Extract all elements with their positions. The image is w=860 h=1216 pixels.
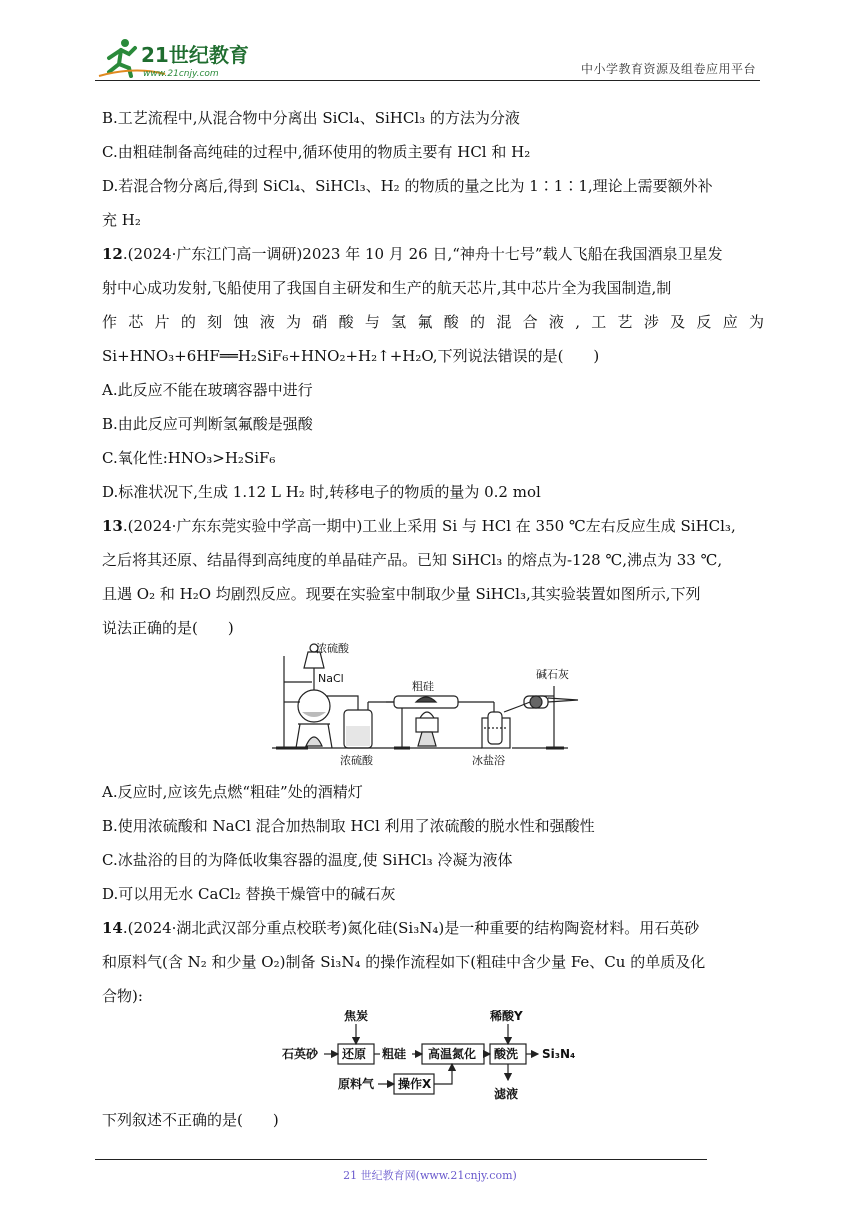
q12-stem-line2: 射中心成功发射,飞船使用了我国自主研发和生产的航天芯片,其中芯片全为我国制造,制 bbox=[102, 279, 672, 297]
q13-option-a: A.反应时,应该先点燃“粗硅”处的酒精灯 bbox=[102, 783, 363, 801]
footer-text: 21 世纪教育网(www.21cnjy.com) bbox=[343, 1169, 517, 1182]
label-soda-lime: 碱石灰 bbox=[536, 668, 569, 681]
q14-number: 14 bbox=[102, 919, 123, 937]
flow-quartz-sand: 石英砂 bbox=[282, 1047, 319, 1061]
q13-option-c: C.冰盐浴的目的为降低收集容器的温度,使 SiHCl₃ 冷凝为液体 bbox=[102, 851, 513, 869]
svg-text:21世纪教育: 21世纪教育 bbox=[141, 43, 249, 67]
q12-option-b: B.由此反应可判断氢氟酸是强酸 bbox=[102, 415, 313, 433]
q12-stem-line1 bbox=[102, 244, 723, 264]
site-logo bbox=[95, 36, 265, 80]
q12-option-a: A.此反应不能在玻璃容器中进行 bbox=[102, 381, 313, 399]
q14-question-tail: 下列叙述不正确的是( ) bbox=[102, 1111, 279, 1129]
q13-option-b: B.使用浓硫酸和 NaCl 混合加热制取 HCl 利用了浓硫酸的脱水性和强酸性 bbox=[102, 817, 595, 835]
label-ice-salt-bath: 冰盐浴 bbox=[472, 754, 505, 767]
q13-stem-text1: .(2024·广东东莞实验中学高一期中)工业上采用 Si 与 HCl 在 350 ℃左右反应生成 SiHCl₃, bbox=[122, 517, 736, 535]
q13-option-d: D.可以用无水 CaCl₂ 替换干燥管中的碱石灰 bbox=[102, 885, 396, 903]
q11-option-d-line2: 充 H₂ bbox=[102, 211, 141, 229]
flow-product: Si₃N₄ bbox=[542, 1047, 576, 1061]
q11-option-d-line1: D.若混合物分离后,得到 SiCl₄、SiHCl₃、H₂ 的物质的量之比为 1∶1∶1,理论上需要额外补 bbox=[102, 177, 713, 195]
flow-reduce-box: 还原 bbox=[342, 1047, 367, 1061]
flow-filtrate: 滤液 bbox=[494, 1087, 519, 1101]
label-crude-si: 粗硅 bbox=[412, 680, 434, 693]
q12-number: 12 bbox=[102, 245, 123, 263]
q12-option-c: C.氧化性:HNO₃>H₂SiF₆ bbox=[102, 449, 276, 467]
label-nacl: NaCl bbox=[318, 672, 344, 685]
flow-dilute-acid: 稀酸Y bbox=[490, 1010, 523, 1023]
q14-stem-text1: .(2024·湖北武汉部分重点校联考)氮化硅(Si₃N₄)是一种重要的结构陶瓷材料。用石英砂 bbox=[122, 919, 700, 937]
q13-number: 13 bbox=[102, 517, 123, 535]
header-rule bbox=[95, 80, 760, 81]
q14-stem-line2: 和原料气(含 N₂ 和少量 O₂)制备 Si₃N₄ 的操作流程如下(粗硅中含少量 Fe、Cu 的单质及化 bbox=[102, 953, 706, 971]
q14-flow-diagram bbox=[282, 1010, 582, 1102]
q12-option-d: D.标准状况下,生成 1.12 L H₂ 时,转移电子的物质的量为 0.2 mol bbox=[102, 483, 541, 501]
q13-stem-line3: 且遇 O₂ 和 H₂O 均剧烈反应。现要在实验室中制取少量 SiHCl₃,其实验装置如图所示,下列 bbox=[102, 585, 701, 603]
page-header bbox=[95, 34, 760, 84]
q14-stem-line3: 合物): bbox=[102, 987, 143, 1005]
header-platform-text: 中小学教育资源及组卷应用平台 bbox=[580, 62, 756, 76]
q12-stem-line3: 作芯片的刻蚀液为硝酸与氢氟酸的混合液,工艺涉及反应为 bbox=[102, 313, 764, 331]
q13-stem-line4: 说法正确的是( ) bbox=[102, 619, 234, 637]
q12-stem-line4: Si+HNO₃+6HF══H₂SiF₆+HNO₂+H₂↑+H₂O,下列说法错误的是( ) bbox=[102, 347, 600, 365]
flow-nitridation-box: 高温氮化 bbox=[428, 1047, 477, 1061]
q12-stem-text1: .(2024·广东江门高一调研)2023 年 10 月 26 日,“神舟十七号”载人飞船在我国酒泉卫星发 bbox=[122, 245, 723, 263]
label-conc-acid-bottle: 浓硫酸 bbox=[340, 754, 373, 767]
flow-coke: 焦炭 bbox=[344, 1010, 369, 1023]
flow-crude-si: 粗硅 bbox=[382, 1047, 407, 1061]
q13-stem-line1 bbox=[102, 516, 736, 536]
q11-option-c: C.由粗硅制备高纯硅的过程中,循环使用的物质主要有 HCl 和 H₂ bbox=[102, 143, 531, 161]
q11-option-b: B.工艺流程中,从混合物中分离出 SiCl₄、SiHCl₃ 的方法为分液 bbox=[102, 109, 520, 127]
q13-stem-line2: 之后将其还原、结晶得到高纯度的单晶硅产品。已知 SiHCl₃ 的熔点为-128 ℃,沸点为 33 ℃, bbox=[102, 551, 723, 569]
q14-stem-line1 bbox=[102, 918, 699, 938]
flow-acid-wash-box: 酸洗 bbox=[494, 1047, 519, 1061]
flow-operation-box: 操作X bbox=[398, 1077, 432, 1091]
flow-raw-gas: 原料气 bbox=[338, 1077, 375, 1091]
footer-rule bbox=[95, 1159, 707, 1160]
svg-text:www.21cnjy.com: www.21cnjy.com bbox=[143, 69, 219, 79]
label-conc-acid-top: 浓硫酸 bbox=[316, 642, 349, 655]
q13-apparatus-diagram bbox=[268, 640, 590, 772]
